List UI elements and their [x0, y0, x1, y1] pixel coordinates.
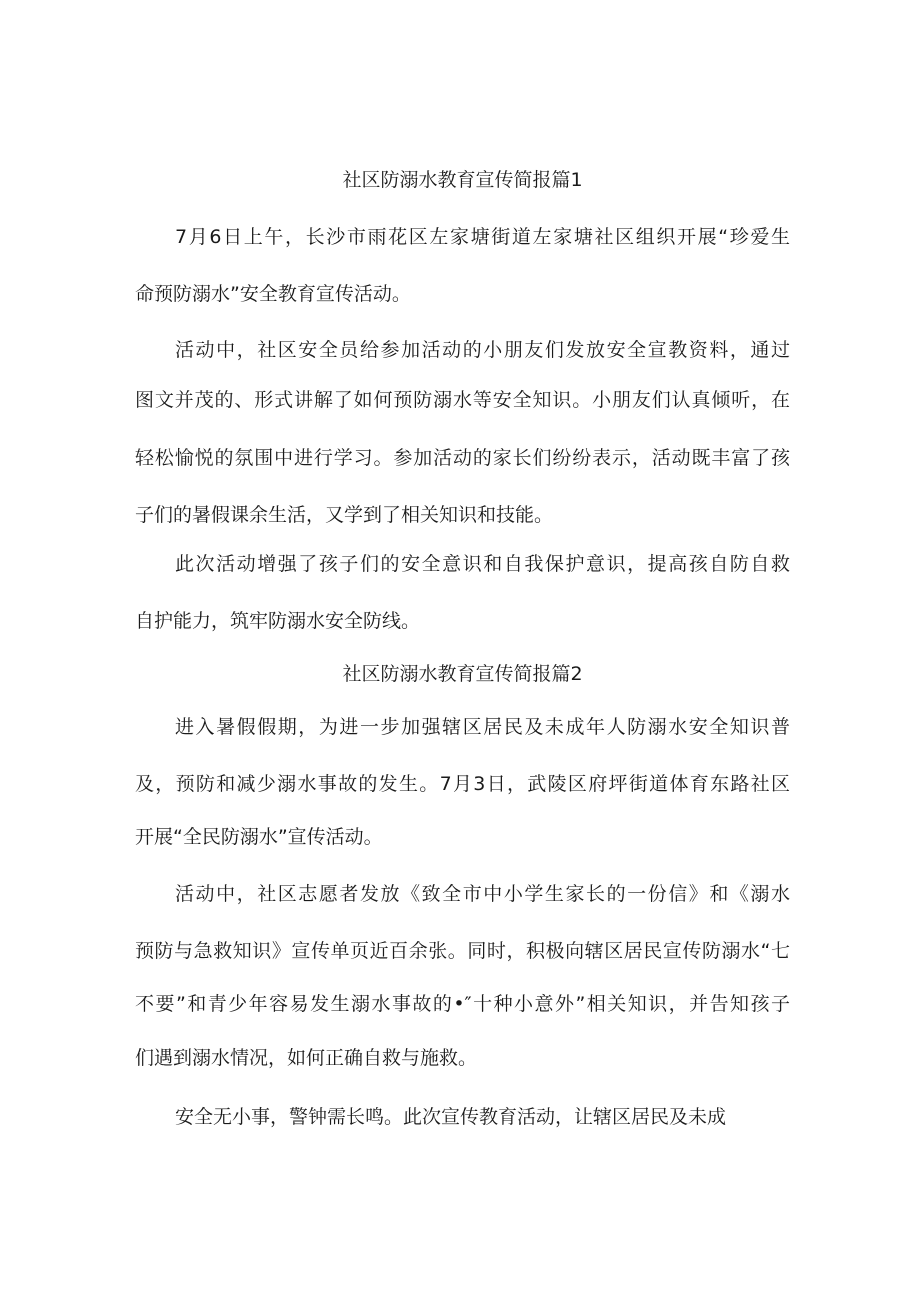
section2-para3-line1: 安全无小事，警钟需长鸣。此次宣传教育活动，让辖区居民及未成	[175, 1106, 727, 1128]
section2-para2-line2: 预防与急救知识》宣传单页近百余张。同时，积极向辖区居民宣传防溺水“七	[135, 940, 790, 962]
section1-para2-line2: 图文并茂的、形式讲解了如何预防溺水等安全知识。小朋友们认真倾听，在	[135, 389, 790, 411]
section2-title: 社区防溺水教育宣传简报篇2	[342, 663, 583, 685]
section2-para2-line3: 不要”和青少年容易发生溺水事故的•″十种小意外”相关知识，并告知孩子	[135, 993, 790, 1015]
section2-para2-line4: 们遇到溺水情况，如何正确自救与施救。	[135, 1047, 478, 1069]
section2-para1-line1: 进入暑假假期，为进一步加强辖区居民及未成年人防溺水安全知识普	[175, 716, 790, 738]
section2-para1-line2: 及，预防和减少溺水事故的发生。7月3日，武陵区府坪街道体育东路社区	[135, 773, 790, 795]
section1-para3-line2: 自护能力，筑牢防溺水安全防线。	[135, 610, 421, 632]
section1-para1-line2: 命预防溺水”安全教育宣传活动。	[135, 283, 411, 305]
section1-para2-line4: 子们的暑假课余生活，又学到了相关知识和技能。	[135, 504, 554, 526]
section1-title: 社区防溺水教育宣传简报篇1	[342, 169, 583, 191]
section1-para2-line1: 活动中，社区安全员给参加活动的小朋友们发放安全宣教资料，通过	[175, 339, 790, 361]
section2-para2-line1: 活动中，社区志愿者发放《致全市中小学生家长的一份信》和《溺水	[175, 883, 790, 905]
section1-para1-line1: 7月6日上午，长沙市雨花区左家塘街道左家塘社区组织开展“珍爱生	[175, 226, 790, 248]
section1-para2-line3: 轻松愉悦的氛围中进行学习。参加活动的家长们纷纷表示，活动既丰富了孩	[135, 447, 790, 469]
section1-para3-line1: 此次活动增强了孩子们的安全意识和自我保护意识，提高孩自防自救	[175, 553, 790, 575]
section2-para1-line3: 开展“全民防溺水”宣传活动。	[135, 826, 383, 848]
